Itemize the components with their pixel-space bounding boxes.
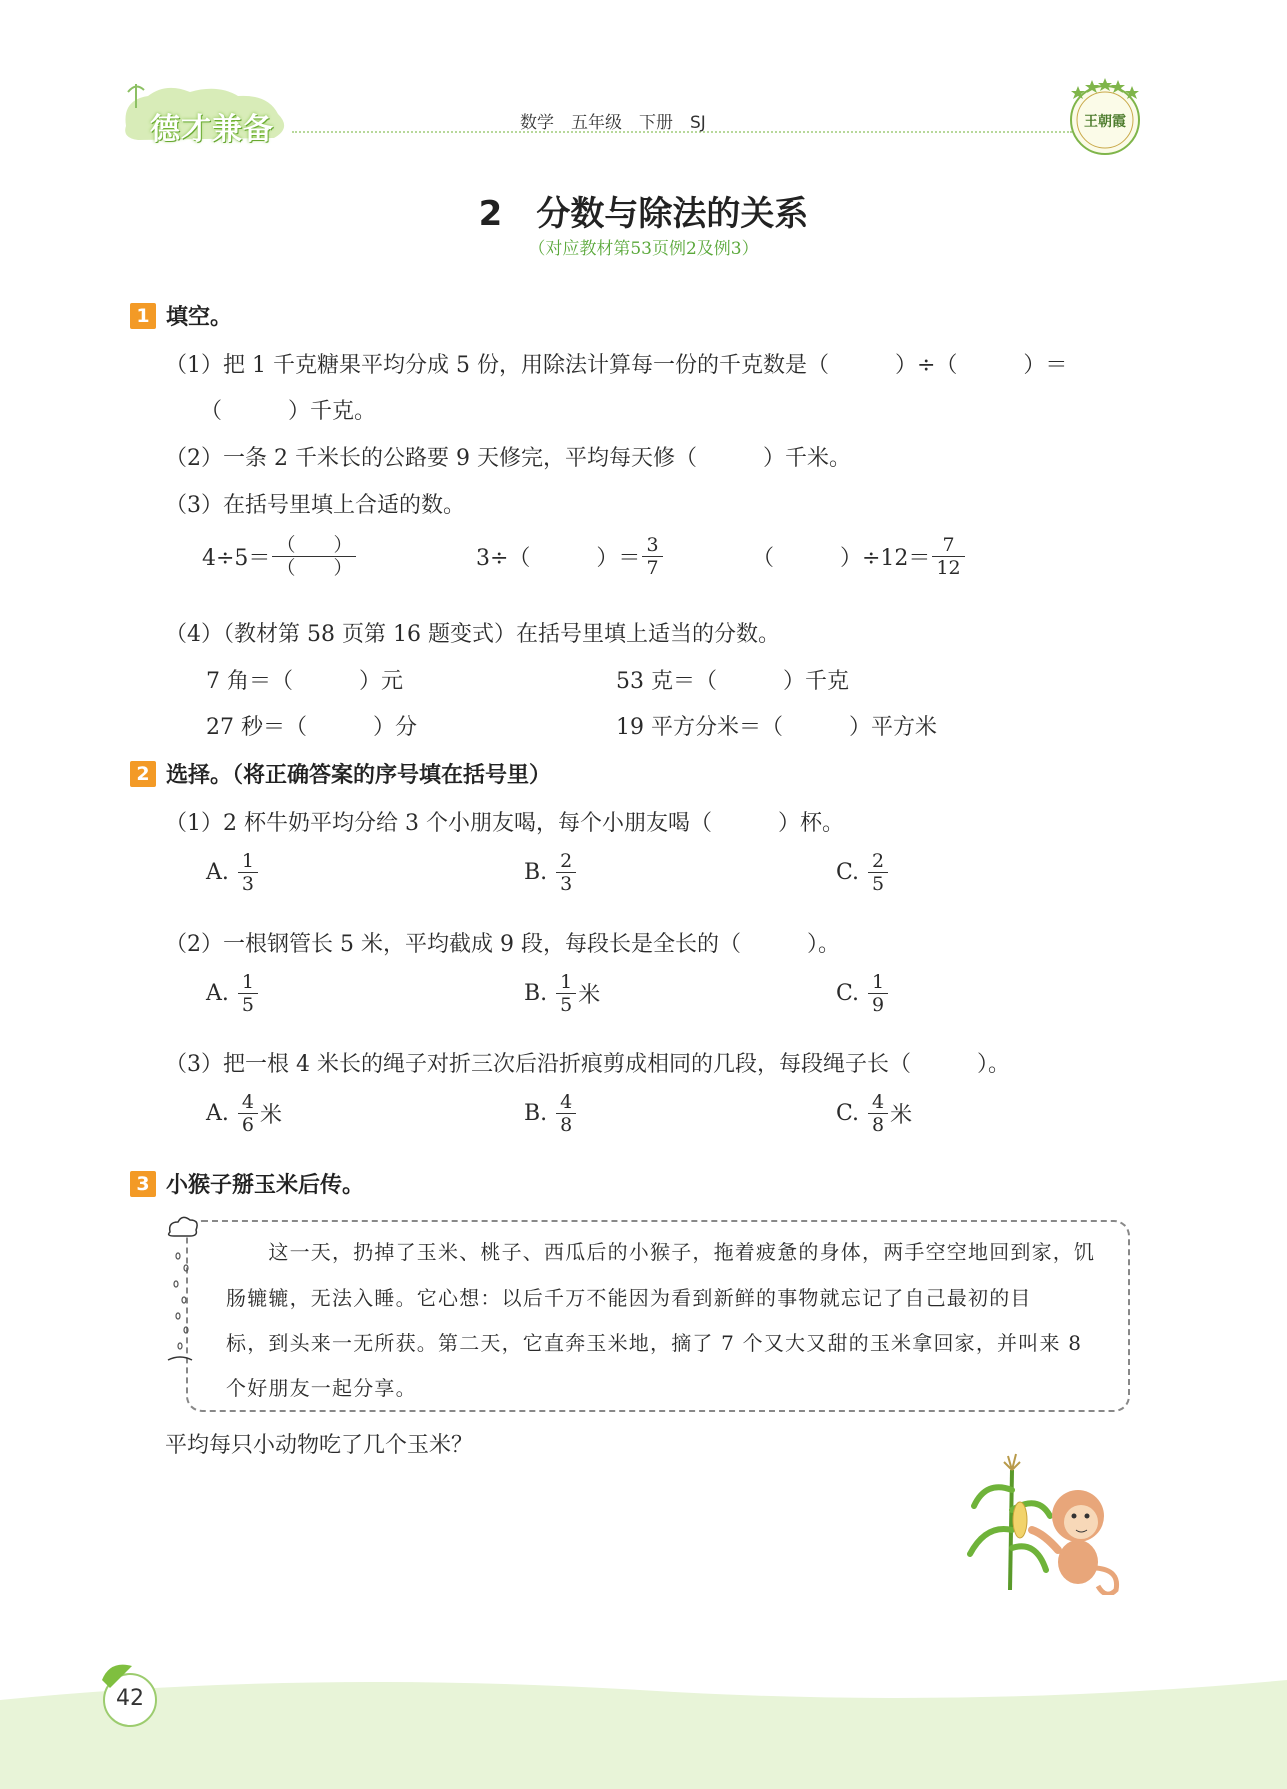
fraction-denominator: 6 (241, 1114, 254, 1136)
section-2-heading (130, 758, 551, 789)
fraction-numerator: 2 (872, 850, 885, 872)
option-b (524, 850, 578, 895)
section-title: 填空。 (166, 305, 233, 330)
fraction-numerator: 4 (872, 1091, 885, 1113)
fraction-denominator: 9 (872, 994, 885, 1016)
fraction (868, 971, 888, 1016)
option-c (836, 1091, 912, 1136)
fraction (642, 534, 662, 579)
q1-4-item-3: 27 秒＝（ ）分 (206, 715, 417, 740)
fraction (556, 1091, 576, 1136)
story-line-3: 标，到头来一无所获。第二天，它直奔玉米地，摘了 7 个又大又甜的玉米拿回家，并叫来 8 (226, 1331, 1083, 1355)
fraction (868, 1091, 888, 1136)
q2-1: （1）2 杯牛奶平均分给 3 个小朋友喝，每个小朋友喝（ ）杯。 (165, 811, 844, 836)
option-label: C. (836, 1101, 867, 1126)
q1-2: （2）一条 2 千米长的公路要 9 天修完，平均每天修（ ）千米。 (165, 446, 851, 471)
fraction-numerator: 1 (560, 971, 573, 993)
fraction (556, 971, 576, 1016)
lesson-title: 2 分数与除法的关系 (478, 194, 809, 234)
story-line-4: 个好朋友一起分享。 (226, 1376, 417, 1400)
option-label: B. (524, 860, 555, 885)
monkey-corn-illustration (966, 1450, 1126, 1595)
fraction-denominator: 5 (872, 873, 885, 895)
q1-4-item-2: 53 克＝（ ）千克 (616, 669, 849, 694)
fraction-denominator: 8 (560, 1114, 573, 1136)
fraction-numerator: 7 (942, 534, 955, 556)
q1-4-item-4: 19 平方分米＝（ ）平方米 (616, 715, 937, 740)
equation-left: 3÷（ ）＝ (476, 546, 641, 571)
fraction-denominator: 5 (560, 994, 573, 1016)
option-label: C. (836, 860, 867, 885)
story-line-2: 肠辘辘，无法入睡。它心想：以后千万不能因为看到新鲜的事物就忘记了自己最初的目 (226, 1286, 1032, 1310)
option-b (524, 1091, 578, 1136)
section-title: 小猴子掰玉米后传。 (166, 1173, 365, 1198)
option-label: B. (524, 1101, 555, 1126)
option-label: A. (206, 981, 236, 1006)
fraction-numerator: 3 (646, 534, 659, 556)
fraction-numerator: 1 (241, 971, 254, 993)
section-number-badge: 1 (130, 303, 156, 329)
fraction-numerator: 4 (241, 1091, 254, 1113)
q1-1-line-1: （1）把 1 千克糖果平均分成 5 份，用除法计算每一份的千克数是（ ）÷（ ）＝ (165, 353, 1068, 378)
q2-3: （3）把一根 4 米长的绳子对折三次后沿折痕剪成相同的几段，每段绳子长（ ）。 (165, 1052, 1010, 1077)
lesson-reference: （对应教材第53页例2及例3） (528, 239, 759, 259)
option-label: A. (206, 860, 236, 885)
fraction-numerator: （ ） (276, 534, 353, 556)
cloud-rain-icon (162, 1212, 202, 1372)
fraction-denominator: 3 (560, 873, 573, 895)
q1-3: （3）在括号里填上合适的数。 (165, 493, 465, 518)
option-label: A. (206, 1101, 236, 1126)
fraction-numerator: 1 (241, 850, 254, 872)
option-label: B. (524, 981, 555, 1006)
q1-3-equation-c (752, 534, 967, 579)
publisher-seal (1064, 76, 1146, 158)
story-line-1: 这一天，扔掉了玉米、桃子、西瓜后的小猴子，拖着疲惫的身体，两手空空地回到家，饥 (226, 1240, 1096, 1264)
q2-2: （2）一根钢管长 5 米，平均截成 9 段，每段长是全长的（ ）。 (165, 932, 840, 957)
q1-4: （4）（教材第 58 页第 16 题变式）在括号里填上适当的分数。 (165, 622, 780, 647)
fraction-denominator: 12 (936, 557, 961, 579)
option-a (206, 1091, 282, 1136)
q1-4-item-1: 7 角＝（ ）元 (206, 669, 403, 694)
option-a (206, 971, 260, 1016)
header-subject: 数学 五年级 下册 SJ (520, 113, 706, 133)
seal-text: 王朝霞 (1084, 114, 1126, 130)
section-number-badge: 2 (130, 761, 156, 787)
brand-name: 德才兼备 (150, 112, 274, 147)
q1-3-equation-b (476, 534, 665, 579)
option-label: C. (836, 981, 867, 1006)
page-number: 42 (116, 1686, 144, 1711)
option-a (206, 850, 260, 895)
fraction (272, 534, 356, 579)
option-unit: 米 (259, 1103, 282, 1128)
fraction (932, 534, 964, 579)
section-title: 选择。（将正确答案的序号填在括号里） (166, 763, 552, 788)
option-b (524, 971, 600, 1016)
equation-left: （ ）÷12＝ (752, 546, 931, 571)
fraction-denominator: 7 (646, 557, 659, 579)
section-number-badge: 3 (130, 1171, 156, 1197)
fraction-numerator: 4 (560, 1091, 573, 1113)
fraction-denominator: 8 (872, 1114, 885, 1136)
fraction-numerator: 2 (560, 850, 573, 872)
q1-1-line-2: （ ）千克。 (200, 399, 377, 424)
fraction (556, 850, 576, 895)
option-c (836, 971, 890, 1016)
fraction (238, 971, 258, 1016)
fraction-numerator: 1 (872, 971, 885, 993)
q1-3-equation-a (202, 534, 358, 579)
section-3-heading (130, 1168, 364, 1199)
fraction-denominator: 3 (241, 873, 254, 895)
fraction (868, 850, 888, 895)
story-question: 平均每只小动物吃了几个玉米？ (165, 1433, 474, 1458)
equation-left: 4÷5＝ (202, 546, 271, 571)
option-unit: 米 (578, 983, 601, 1008)
option-unit: 米 (890, 1103, 913, 1128)
fraction-denominator: 5 (241, 994, 254, 1016)
option-c (836, 850, 890, 895)
fraction-denominator: （ ） (276, 557, 353, 579)
bottom-wave-decoration (0, 1660, 1287, 1789)
fraction (238, 1091, 258, 1136)
fraction (238, 850, 258, 895)
section-1-heading (130, 300, 232, 331)
